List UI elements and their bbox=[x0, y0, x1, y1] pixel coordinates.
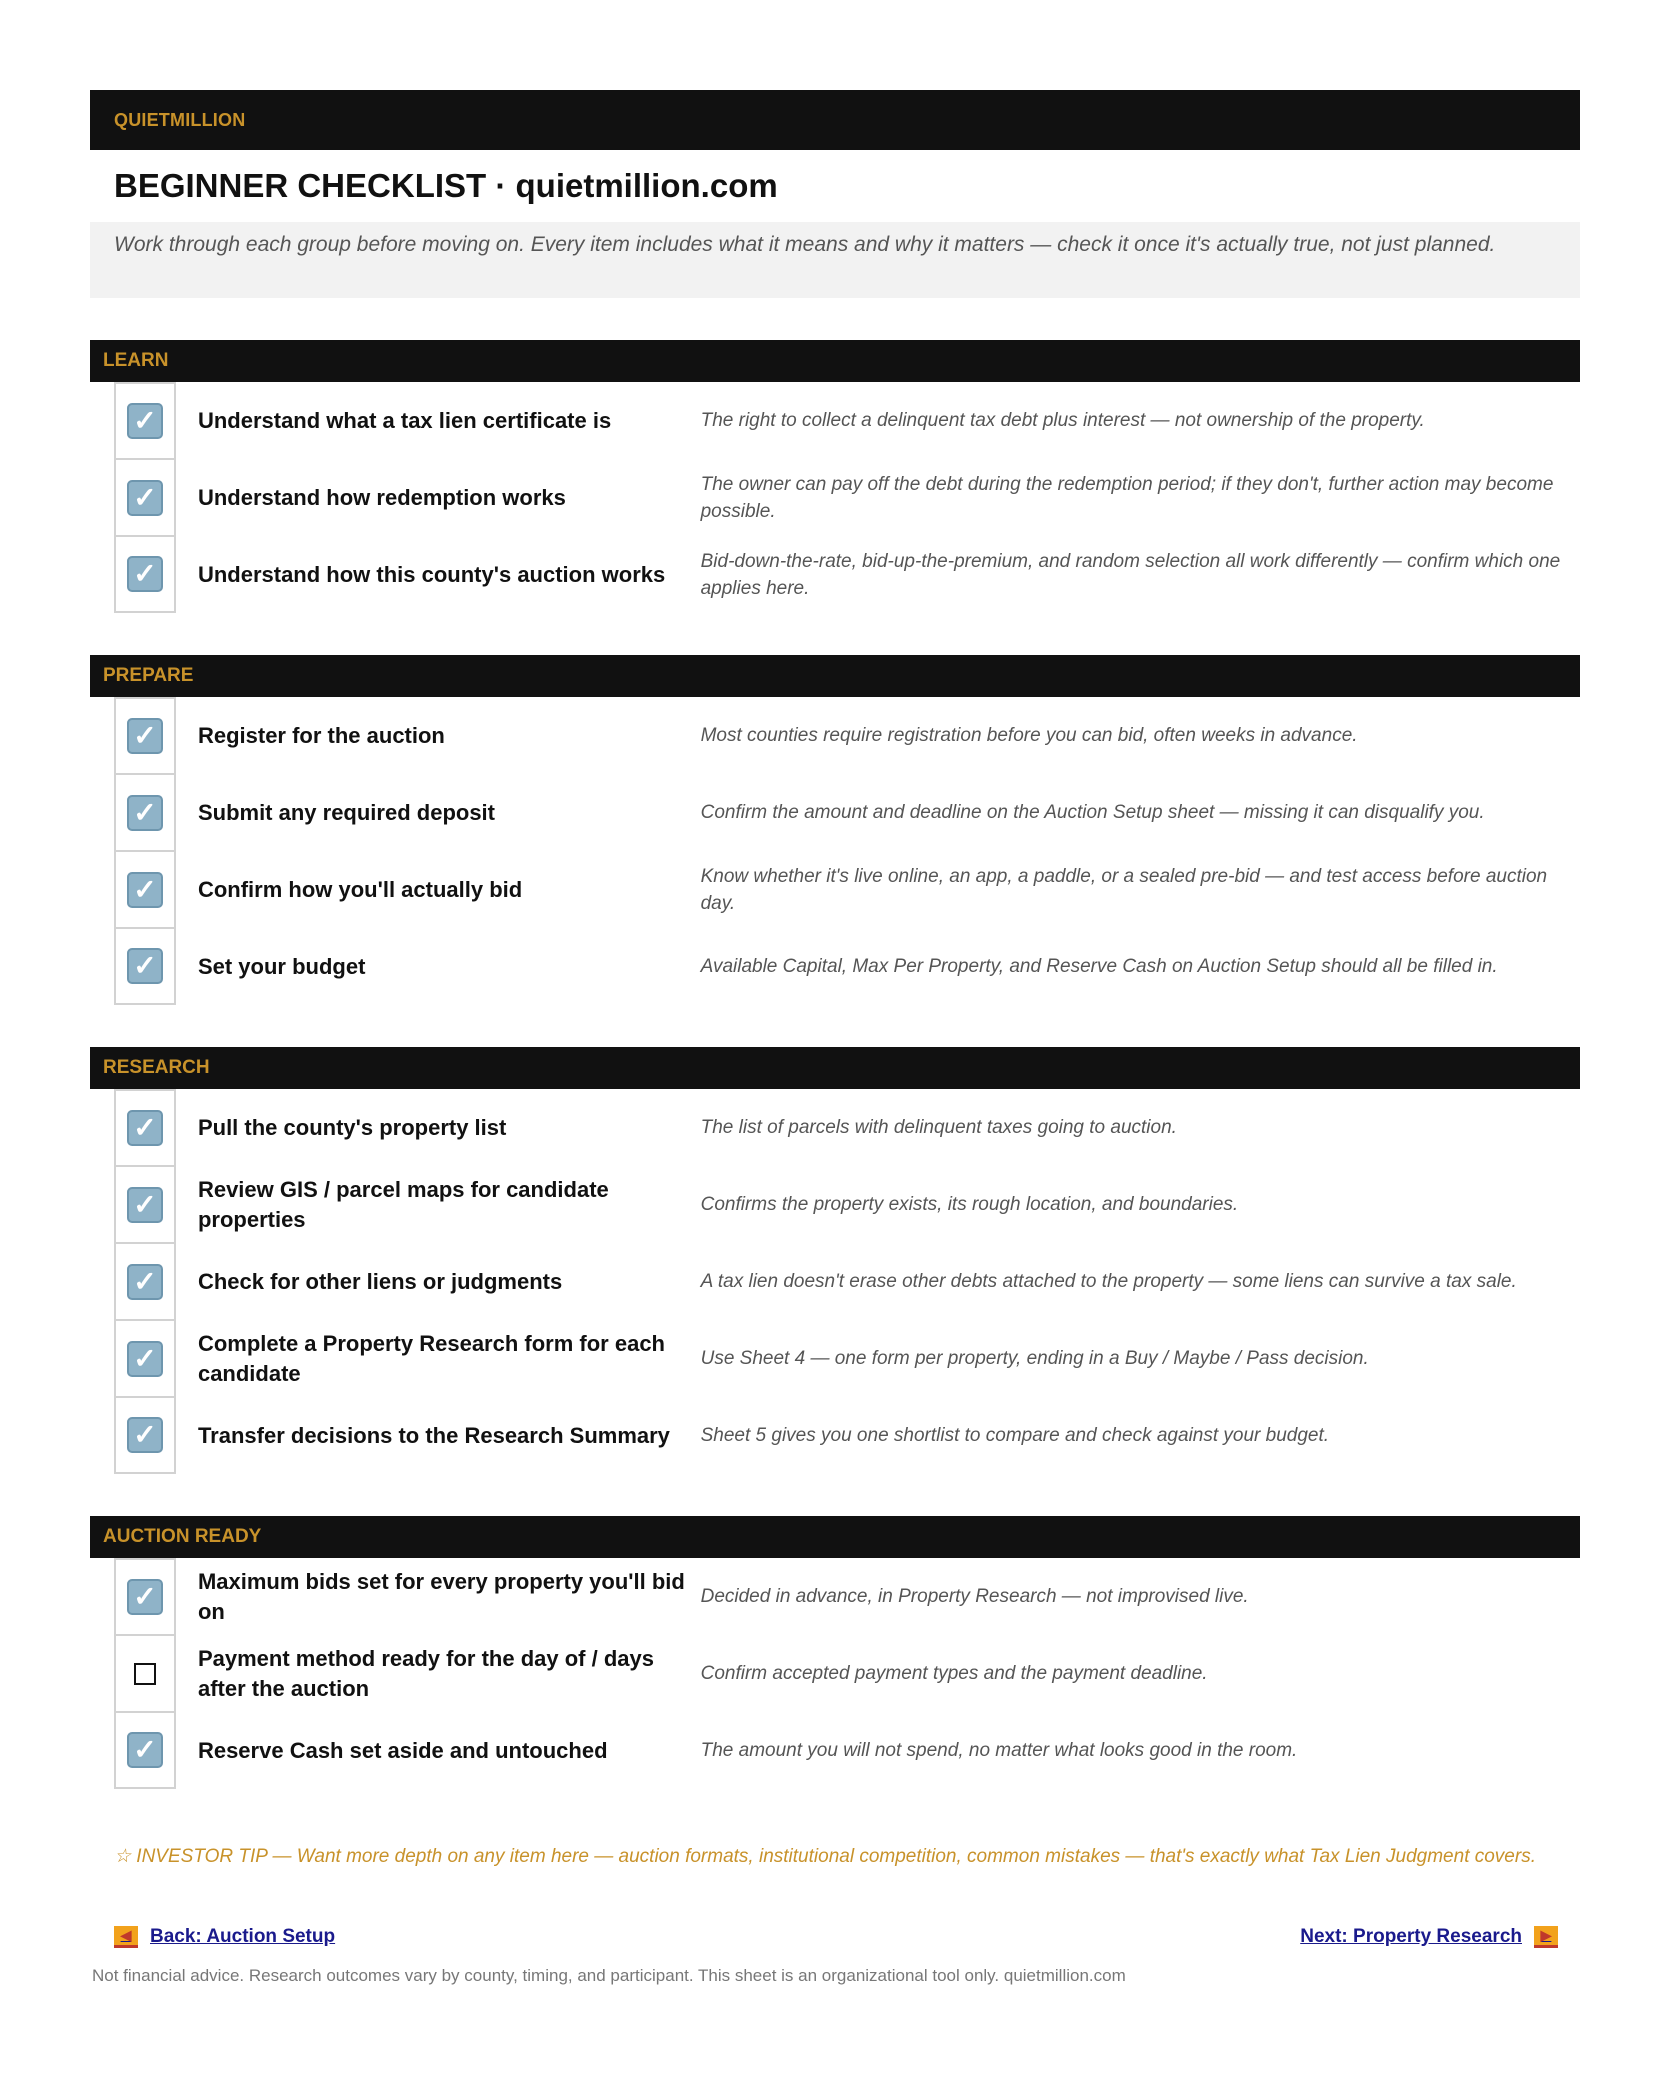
item-label: Understand how this county's auction works bbox=[197, 561, 666, 587]
section-header: LEARN bbox=[90, 340, 1580, 382]
checklist-rows bbox=[90, 697, 1580, 1005]
checklist-item bbox=[90, 1089, 1580, 1166]
checkbox-cell[interactable] bbox=[114, 1397, 176, 1474]
section-header: PREPARE bbox=[90, 655, 1580, 697]
section-prepare bbox=[90, 655, 1580, 1005]
section-header: RESEARCH bbox=[90, 1047, 1580, 1089]
section-header: AUCTION READY bbox=[90, 1516, 1580, 1558]
item-description: The owner can pay off the debt during the redemption period; if they don't, further action may become possible. bbox=[700, 473, 1554, 522]
sections-container bbox=[90, 340, 1580, 1789]
checked-box-icon[interactable]: ✓ bbox=[127, 1264, 163, 1300]
item-label: Set your budget bbox=[197, 953, 366, 979]
section-learn bbox=[90, 340, 1580, 613]
brand-name: QUIETMILLION bbox=[114, 109, 246, 130]
item-description: Confirm the amount and deadline on the Auction Setup sheet — missing it can disqualify you. bbox=[700, 802, 1485, 823]
section-research bbox=[90, 1047, 1580, 1474]
checklist-item bbox=[90, 1320, 1580, 1397]
checkbox-cell[interactable] bbox=[114, 1089, 176, 1166]
intro-note: Work through each group before moving on. Every item includes what it means and why it matters — check it once it's actually true, not just planned. bbox=[90, 222, 1580, 298]
checked-box-icon[interactable]: ✓ bbox=[127, 556, 163, 592]
checkbox-cell[interactable] bbox=[114, 1712, 176, 1789]
item-description: The list of parcels with delinquent taxes going to auction. bbox=[700, 1117, 1177, 1138]
checkbox-cell[interactable] bbox=[114, 851, 176, 928]
checked-box-icon[interactable]: ✓ bbox=[127, 1110, 163, 1146]
checklist-item bbox=[90, 928, 1580, 1005]
checklist-item bbox=[90, 1712, 1580, 1789]
checkbox-cell[interactable] bbox=[114, 1243, 176, 1320]
checked-box-icon[interactable]: ✓ bbox=[127, 480, 163, 516]
checkbox-cell[interactable] bbox=[114, 1635, 176, 1712]
item-label: Payment method ready for the day of / days after the auction bbox=[197, 1645, 654, 1701]
item-description: Use Sheet 4 — one form per property, ending in a Buy / Maybe / Pass decision. bbox=[700, 1348, 1369, 1369]
item-description: Confirms the property exists, its rough location, and boundaries. bbox=[700, 1194, 1239, 1215]
checked-box-icon[interactable]: ✓ bbox=[127, 872, 163, 908]
checkbox-cell[interactable] bbox=[114, 697, 176, 774]
checkbox-cell[interactable] bbox=[114, 928, 176, 1005]
item-description: A tax lien doesn't erase other debts attached to the property — some liens can survive a tax sale. bbox=[700, 1271, 1517, 1292]
right-arrow-icon: ▶ bbox=[1534, 1926, 1558, 1948]
item-description: The right to collect a delinquent tax debt plus interest — not ownership of the property. bbox=[700, 410, 1425, 431]
back-link[interactable] bbox=[114, 1926, 335, 1948]
item-label: Confirm how you'll actually bid bbox=[197, 876, 523, 902]
next-link-label: Next: Property Research bbox=[1300, 1926, 1522, 1947]
checklist-page bbox=[90, 90, 1580, 1986]
item-description: Know whether it's live online, an app, a paddle, or a sealed pre-bid — and test access before auction day. bbox=[700, 865, 1548, 914]
checkbox-cell[interactable] bbox=[114, 1558, 176, 1635]
page-title: BEGINNER CHECKLIST · quietmillion.com bbox=[114, 167, 778, 204]
item-label: Reserve Cash set aside and untouched bbox=[197, 1737, 608, 1763]
checked-box-icon[interactable]: ✓ bbox=[127, 1579, 163, 1615]
item-label: Maximum bids set for every property you'll bid on bbox=[197, 1568, 685, 1624]
investor-tip: ☆ INVESTOR TIP — Want more depth on any item here — auction formats, institutional competition, common mistakes — that's exactly what Tax Lien Judgment covers. bbox=[114, 1846, 1536, 1867]
checklist-rows bbox=[90, 382, 1580, 613]
checklist-item bbox=[90, 774, 1580, 851]
checklist-item bbox=[90, 1558, 1580, 1635]
checked-box-icon[interactable]: ✓ bbox=[127, 403, 163, 439]
item-label: Register for the auction bbox=[197, 722, 445, 748]
disclaimer: Not financial advice. Research outcomes vary by county, timing, and participant. This sheet is an organizational tool only. quietmillion.com bbox=[92, 1966, 1126, 1985]
checklist-rows bbox=[90, 1558, 1580, 1789]
item-label: Understand what a tax lien certificate is bbox=[197, 407, 612, 433]
checkbox-cell[interactable] bbox=[114, 1320, 176, 1397]
item-label: Pull the county's property list bbox=[197, 1114, 507, 1140]
item-label: Review GIS / parcel maps for candidate properties bbox=[197, 1176, 609, 1232]
item-label: Understand how redemption works bbox=[197, 484, 566, 510]
checked-box-icon[interactable]: ✓ bbox=[127, 795, 163, 831]
back-link-label: Back: Auction Setup bbox=[150, 1926, 336, 1947]
item-description: Most counties require registration before you can bid, often weeks in advance. bbox=[700, 725, 1358, 746]
item-label: Transfer decisions to the Research Summary bbox=[197, 1422, 670, 1448]
item-description: Sheet 5 gives you one shortlist to compare and check against your budget. bbox=[700, 1425, 1330, 1446]
checkbox-cell[interactable] bbox=[114, 536, 176, 613]
checked-box-icon[interactable]: ✓ bbox=[127, 948, 163, 984]
section-auction-ready bbox=[90, 1516, 1580, 1789]
checkbox-cell[interactable] bbox=[114, 774, 176, 851]
item-description: Bid-down-the-rate, bid-up-the-premium, and random selection all work differently — confirm which one applies here. bbox=[700, 550, 1561, 599]
item-label: Submit any required deposit bbox=[197, 799, 495, 825]
item-label: Complete a Property Research form for each candidate bbox=[197, 1330, 665, 1386]
item-label: Check for other liens or judgments bbox=[197, 1268, 563, 1294]
item-description: The amount you will not spend, no matter what looks good in the room. bbox=[700, 1740, 1298, 1761]
empty-checkbox-icon[interactable] bbox=[134, 1663, 156, 1685]
checklist-item bbox=[90, 1166, 1580, 1243]
checked-box-icon[interactable]: ✓ bbox=[127, 718, 163, 754]
checkbox-cell[interactable] bbox=[114, 459, 176, 536]
item-description: Confirm accepted payment types and the payment deadline. bbox=[700, 1663, 1208, 1684]
item-description: Decided in advance, in Property Research — not improvised live. bbox=[700, 1586, 1249, 1607]
checked-box-icon[interactable]: ✓ bbox=[127, 1417, 163, 1453]
sheet-navigation bbox=[90, 1926, 1580, 1956]
checklist-item bbox=[90, 536, 1580, 613]
checked-box-icon[interactable]: ✓ bbox=[127, 1732, 163, 1768]
checked-box-icon[interactable]: ✓ bbox=[127, 1341, 163, 1377]
checklist-item bbox=[90, 697, 1580, 774]
item-description: Available Capital, Max Per Property, and Reserve Cash on Auction Setup should all be filled in. bbox=[700, 956, 1498, 977]
checklist-item bbox=[90, 382, 1580, 459]
checkbox-cell[interactable] bbox=[114, 1166, 176, 1243]
checked-box-icon[interactable]: ✓ bbox=[127, 1187, 163, 1223]
checklist-item bbox=[90, 459, 1580, 536]
left-arrow-icon: ◀ bbox=[114, 1926, 138, 1948]
checklist-item bbox=[90, 851, 1580, 928]
checklist-item bbox=[90, 1243, 1580, 1320]
checklist-item bbox=[90, 1635, 1580, 1712]
brand-bar bbox=[90, 90, 1580, 150]
next-link[interactable] bbox=[1300, 1926, 1558, 1948]
checklist-item bbox=[90, 1397, 1580, 1474]
checklist-rows bbox=[90, 1089, 1580, 1474]
checkbox-cell[interactable] bbox=[114, 382, 176, 459]
